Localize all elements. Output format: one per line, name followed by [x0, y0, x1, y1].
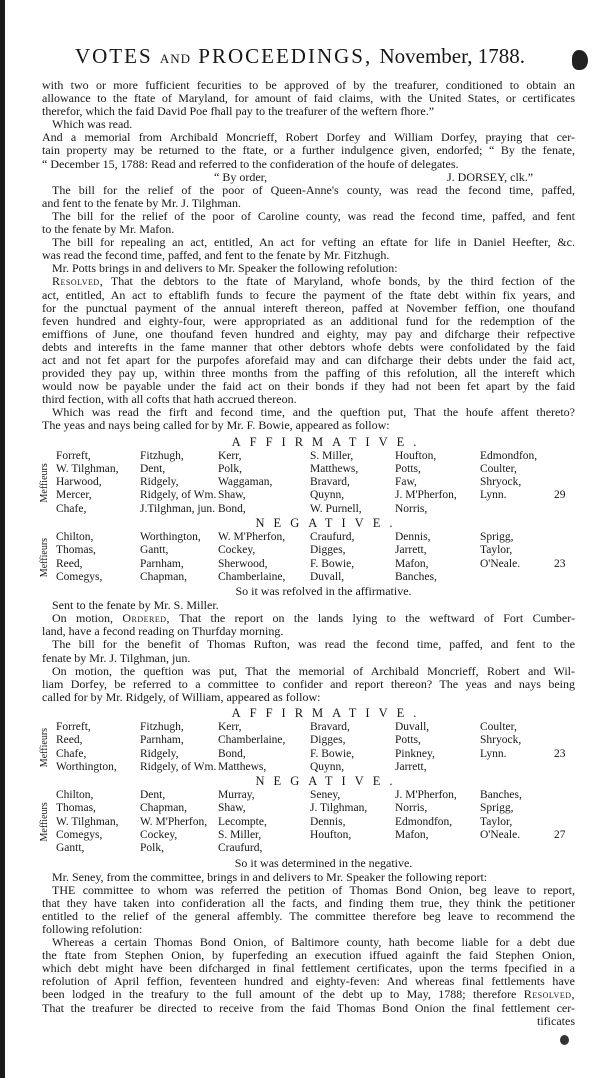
- text-line: [42, 158, 575, 171]
- messieurs-label: Meffieurs: [39, 727, 50, 768]
- line-text: Sent to the fenate by Mr. S. Miller.: [52, 598, 219, 613]
- member-name: Quynn,: [310, 489, 345, 502]
- member-name: Digges,: [310, 734, 346, 747]
- line-text: The bill for the relief of the poor of Caroline county, was read the fecond time, paffed, and fent: [52, 208, 575, 223]
- line-text: THE committee to whom was referred the petition of Thomas Bond Onion, beg leave to report,: [52, 882, 575, 897]
- member-name: O'Neale.: [480, 557, 521, 570]
- line-text: land, have a fecond reading on Thurfday morning.: [42, 624, 284, 639]
- member-name: Worthington,: [56, 760, 117, 773]
- name-row: [42, 503, 575, 516]
- vote-table: [39, 705, 575, 870]
- member-name: Polk,: [218, 462, 242, 475]
- title-date: November, 1788.: [379, 44, 526, 68]
- member-name: Dent,: [140, 462, 166, 475]
- member-name: Bond,: [218, 747, 246, 760]
- affirmative-names: [39, 449, 575, 516]
- member-name: Potts,: [395, 734, 421, 747]
- text-line: [42, 1015, 575, 1028]
- member-name: Dennis,: [395, 531, 431, 544]
- line-text: act, entitled, An act to eftablifh funds to fecure the payment of the ftate debt within fix years, and: [42, 287, 575, 302]
- member-name: W. M'Pherfon,: [140, 815, 208, 828]
- name-row: [42, 748, 575, 761]
- affirmative-names: [39, 720, 575, 774]
- member-name: Harwood,: [56, 476, 102, 489]
- name-row: [42, 463, 575, 476]
- name-row: [42, 829, 575, 842]
- member-name: Waggaman,: [218, 476, 273, 489]
- member-name: W. M'Pherfon,: [218, 531, 286, 544]
- line-text: liam Dorfey, be referred to a committee to confider and report thereon? The yeas and nays being: [42, 676, 575, 691]
- member-name: Thomas,: [56, 544, 96, 557]
- member-name: Worthington,: [140, 531, 201, 544]
- name-row: [42, 544, 575, 557]
- member-name: Digges,: [310, 544, 346, 557]
- member-name: Duvall,: [395, 720, 430, 733]
- member-name: Coulter,: [480, 720, 517, 733]
- member-name: Murray,: [218, 789, 255, 802]
- member-name: J. M'Pherfon,: [395, 789, 457, 802]
- line-text: Mr. Seney, from the committee, brings in and delivers to Mr. Speaker the following report:: [52, 869, 488, 884]
- member-name: Parnham,: [140, 557, 184, 570]
- name-row: [42, 450, 575, 463]
- member-name: Kerr,: [218, 449, 242, 462]
- line-text: On motion, the queftion was put, That the memorial of Archibald Moncrieff, Robert and Wil-: [52, 663, 575, 678]
- member-name: F. Bowie,: [310, 557, 355, 570]
- text-line: [42, 419, 575, 432]
- line-text: The bill for repealing an act, entitled, An act for vefting an eftate for life in Daniel Heefter, &c.: [52, 235, 575, 250]
- member-name: Reed,: [56, 557, 83, 570]
- member-name: Jarrett,: [395, 544, 427, 557]
- line-text: was read the fecond time, paffed, and fent to the fenate by Mr. Fitzhugh.: [42, 248, 390, 263]
- line-text: allowance to the ftate of Maryland, for amount of faid claims, with the United States, or certificates: [42, 91, 575, 106]
- affirmative-heading: AFFIRMATIVE.: [231, 705, 426, 720]
- line-text: tificates: [537, 1013, 575, 1028]
- member-name: Chapman,: [140, 802, 187, 815]
- member-name: Chamberlaine,: [218, 734, 286, 747]
- member-name: J. Tilghman,: [310, 802, 368, 815]
- member-name: Chilton,: [56, 531, 94, 544]
- line-text: for the punctual payment of the annual intereft thereon, paffed at November feffion, one thoufand: [42, 300, 575, 315]
- line-text: tain property may be returned to the ftate, or a further indulgence given, endorfed; “ By the fenate,: [42, 143, 575, 158]
- member-name: Chamberlaine,: [218, 570, 286, 583]
- member-name: Chapman,: [140, 570, 187, 583]
- line-text: entitled to the relief of the general affembly. The committee therefore beg leave to recommend the: [42, 908, 575, 923]
- member-name: Bravard,: [310, 476, 350, 489]
- vote-total: 23: [554, 747, 566, 760]
- member-name: Edmondfon,: [480, 449, 538, 462]
- line-text: been lodged in the treafury to the full amount of the debt up to May, 1788; therefore: [42, 987, 524, 1002]
- title-proceedings: PROCEEDINGS,: [198, 44, 373, 68]
- line-text: and fent to the fenate by Mr. J. Tilghman.: [42, 195, 241, 210]
- member-name: Shryock,: [480, 476, 522, 489]
- member-name: Craufurd,: [310, 531, 355, 544]
- negative-heading: NEGATIVE.: [255, 774, 402, 789]
- title-and: AND: [159, 51, 192, 66]
- name-row: [42, 802, 575, 815]
- member-name: Mercer,: [56, 489, 92, 502]
- member-name: Polk,: [140, 842, 164, 855]
- member-name: Parnham,: [140, 734, 184, 747]
- member-name: Chafe,: [56, 502, 87, 515]
- member-name: Gantt,: [56, 842, 85, 855]
- vote-total: 29: [554, 489, 566, 502]
- member-name: Chilton,: [56, 789, 94, 802]
- member-name: Gantt,: [140, 544, 169, 557]
- line-text: That the treafurer be directed to receive from the faid Thomas Bond Onion the final fettlement cer-: [42, 1000, 575, 1015]
- member-name: Sherwood,: [218, 557, 268, 570]
- messieurs-label: Meffieurs: [39, 537, 50, 578]
- name-row: [42, 531, 575, 544]
- member-name: Banches,: [395, 570, 437, 583]
- name-row: [42, 558, 575, 571]
- member-name: Cockey,: [218, 544, 256, 557]
- member-name: Mafon,: [395, 557, 429, 570]
- member-name: Thomas,: [56, 802, 96, 815]
- name-row: [42, 789, 575, 802]
- name-row: [42, 816, 575, 829]
- member-name: S. Miller,: [218, 829, 262, 842]
- line-text: The bill for the relief of the poor of Queen-Anne's county, was read the fecond time, paffed,: [52, 182, 575, 197]
- vote-total: 27: [554, 829, 566, 842]
- member-name: Ridgely,: [140, 476, 179, 489]
- line-text: would now be payable under the faid act on their bonds if they had not been fet apart by the faid: [42, 379, 575, 394]
- line-text: which debt might have been difcharged in final fettlement certificates, upon the terms fpecified in a: [42, 961, 575, 976]
- member-name: Edmondfon,: [395, 815, 453, 828]
- small-caps-word: Resolved,: [52, 274, 104, 289]
- member-name: Faw,: [395, 476, 417, 489]
- member-name: Shaw,: [218, 802, 246, 815]
- member-name: Matthews,: [310, 462, 359, 475]
- member-name: Cockey,: [140, 829, 178, 842]
- line-text: Whereas a certain Thomas Bond Onion, of Baltimore county, hath become liable for a debt due: [52, 935, 575, 950]
- page-title: [0, 44, 600, 69]
- negative-names: [39, 531, 575, 584]
- name-row: [42, 761, 575, 774]
- name-row: [42, 842, 575, 855]
- line-text: That the report on the lands lying to the weftward of Fort Cumber-: [170, 611, 576, 626]
- member-name: Duvall,: [310, 570, 345, 583]
- member-name: Mafon,: [395, 829, 429, 842]
- member-name: Comegys,: [56, 829, 103, 842]
- clerk-signature: J. DORSEY, clk.”: [447, 169, 534, 184]
- line-text: fenate by Mr. J. Tilghman, jun.: [42, 650, 191, 665]
- member-name: Kerr,: [218, 720, 242, 733]
- name-row: [42, 734, 575, 747]
- member-name: Forreft,: [56, 720, 91, 733]
- member-name: Ridgely,: [140, 747, 179, 760]
- member-name: Ridgely, of Wm.: [140, 489, 217, 502]
- line-text: That the debtors to the ftate of Maryland, whofe bonds, by the third fection of the: [103, 274, 575, 289]
- line-text: feven hundred and eighty-four, were appropriated as an additional fund for the redemption of the: [42, 313, 575, 328]
- small-caps-word: Resolved,: [523, 987, 575, 1002]
- line-text: third fection, with all cofts that hath accrued thereon.: [42, 392, 297, 407]
- line-text: Which was read the firft and fecond time, and the queftion put, That the houfe affent thereto?: [52, 405, 575, 420]
- small-caps-word: Ordered,: [122, 611, 171, 626]
- messieurs-label: Meffieurs: [39, 802, 50, 843]
- member-name: Houfton,: [310, 829, 352, 842]
- name-row: [42, 571, 575, 584]
- member-name: S. Miller,: [310, 449, 354, 462]
- member-name: Bravard,: [310, 720, 350, 733]
- vote-result: So it was refolved in the affirmative.: [235, 584, 412, 599]
- line-text: emiffions of June, one thoufand feven hundred and eighty, may pay and difcharge their refpective: [42, 326, 575, 341]
- line-text: the ftate from Stephen Onion, by fuperfeding an execution iffued againft the faid Stephen Onion,: [42, 948, 575, 963]
- line-text: act and not fet apart for the purpofes aforefaid may and can difcharge their debts under the faid act,: [42, 352, 575, 367]
- member-name: Shryock,: [480, 734, 522, 747]
- messieurs-label: Meffieurs: [39, 463, 50, 503]
- vote-table: [39, 434, 575, 599]
- line-text: provided they pay up, within three months from the paffing of this refolution, all the intereft which: [42, 366, 575, 381]
- line-text: to the fenate by Mr. Mafon.: [42, 222, 175, 237]
- member-name: Coulter,: [480, 462, 517, 475]
- member-name: Forreft,: [56, 449, 91, 462]
- vote-result: So it was determined in the negative.: [234, 855, 413, 870]
- member-name: Fitzhugh,: [140, 720, 184, 733]
- member-name: Ridgely, of Wm.: [140, 760, 217, 773]
- member-name: F. Bowie,: [310, 747, 355, 760]
- member-name: O'Neale.: [480, 829, 521, 842]
- line-text: refolution of April feffion, feventeen hundred and eighty-feven: And whereas final fettlements have: [42, 974, 575, 989]
- member-name: Lynn.: [480, 489, 507, 502]
- line-text: called for by Mr. Ridgely, of William, appeared as follow:: [42, 689, 321, 704]
- line-text: The yeas and nays being called for by Mr. F. Bowie, appeared as follow:: [42, 418, 390, 433]
- member-name: Norris,: [395, 502, 428, 515]
- member-name: Reed,: [56, 734, 83, 747]
- member-name: Matthews,: [218, 760, 267, 773]
- member-name: Sprigg,: [480, 802, 514, 815]
- member-name: J. M'Pherfon,: [395, 489, 457, 502]
- member-name: Taylor,: [480, 815, 513, 828]
- member-name: Lynn.: [480, 747, 507, 760]
- page-body: [39, 78, 576, 1028]
- member-name: Dent,: [140, 789, 166, 802]
- member-name: Comegys,: [56, 570, 103, 583]
- member-name: Jarrett,: [395, 760, 427, 773]
- name-row: [42, 489, 575, 502]
- line-text: following refolution:: [42, 922, 143, 936]
- member-name: Banches,: [480, 789, 522, 802]
- line-text: therefor, which the faid David Poe fhall pay to the treafurer of the weftern fhore.”: [42, 104, 435, 119]
- line-text: Mr. Potts brings in and delivers to Mr. Speaker the following refolution:: [52, 261, 398, 276]
- member-name: Potts,: [395, 462, 421, 475]
- text-line: [42, 1002, 575, 1015]
- member-name: Chafe,: [56, 747, 87, 760]
- member-name: Bond,: [218, 502, 246, 515]
- title-votes: VOTES: [74, 44, 153, 68]
- member-name: Craufurd,: [218, 842, 263, 855]
- negative-names: [39, 789, 575, 855]
- line-text: The bill for the benefit of Thomas Rufton, was read the fecond time, paffed, and fent to the: [52, 637, 575, 652]
- member-name: Lecompte,: [218, 815, 267, 828]
- name-row: [42, 476, 575, 489]
- member-name: Sprigg,: [480, 531, 514, 544]
- line-text: that they have taken into confideration all the facts, and finding them true, they think the petitioner: [42, 895, 575, 910]
- line-text: with two or more fufficient fecurities to be approved of by the treafurer, conditioned to obtain an: [42, 78, 575, 92]
- member-name: J.Tilghman, jun.: [140, 502, 215, 515]
- member-name: Taylor,: [480, 544, 513, 557]
- member-name: Pinkney,: [395, 747, 435, 760]
- member-name: W. Tilghman,: [56, 815, 119, 828]
- affirmative-heading: AFFIRMATIVE.: [231, 434, 426, 449]
- member-name: W. Purnell,: [310, 502, 362, 515]
- member-name: Fitzhugh,: [140, 449, 184, 462]
- line-text: “ December 15, 1788: Read and referred to the confideration of the houfe of delegates.: [42, 156, 459, 171]
- member-name: Houfton,: [395, 449, 437, 462]
- member-name: Norris,: [395, 802, 428, 815]
- scan-edge: [0, 0, 5, 1078]
- by-order-text: “ By order,: [214, 169, 268, 184]
- signature-line: [42, 171, 575, 184]
- text-line: [42, 691, 575, 704]
- member-name: Shaw,: [218, 489, 246, 502]
- member-name: Dennis,: [310, 815, 346, 828]
- line-text: On motion,: [52, 611, 123, 626]
- negative-heading: NEGATIVE.: [255, 516, 402, 531]
- member-name: Quynn,: [310, 760, 345, 773]
- line-text: Which was read.: [52, 117, 133, 132]
- line-text: debts and interefts in the fame manner that other debtors whofe debts were confolidated by the faid: [42, 339, 575, 354]
- vote-total: 23: [554, 557, 566, 570]
- name-row: [42, 721, 575, 734]
- line-text: And a memorial from Archibald Moncrieff, Robert Dorfey and William Dorfey, praying that cer-: [42, 130, 575, 145]
- member-name: Seney,: [310, 789, 341, 802]
- member-name: W. Tilghman,: [56, 462, 119, 475]
- ink-blot: [560, 1035, 569, 1045]
